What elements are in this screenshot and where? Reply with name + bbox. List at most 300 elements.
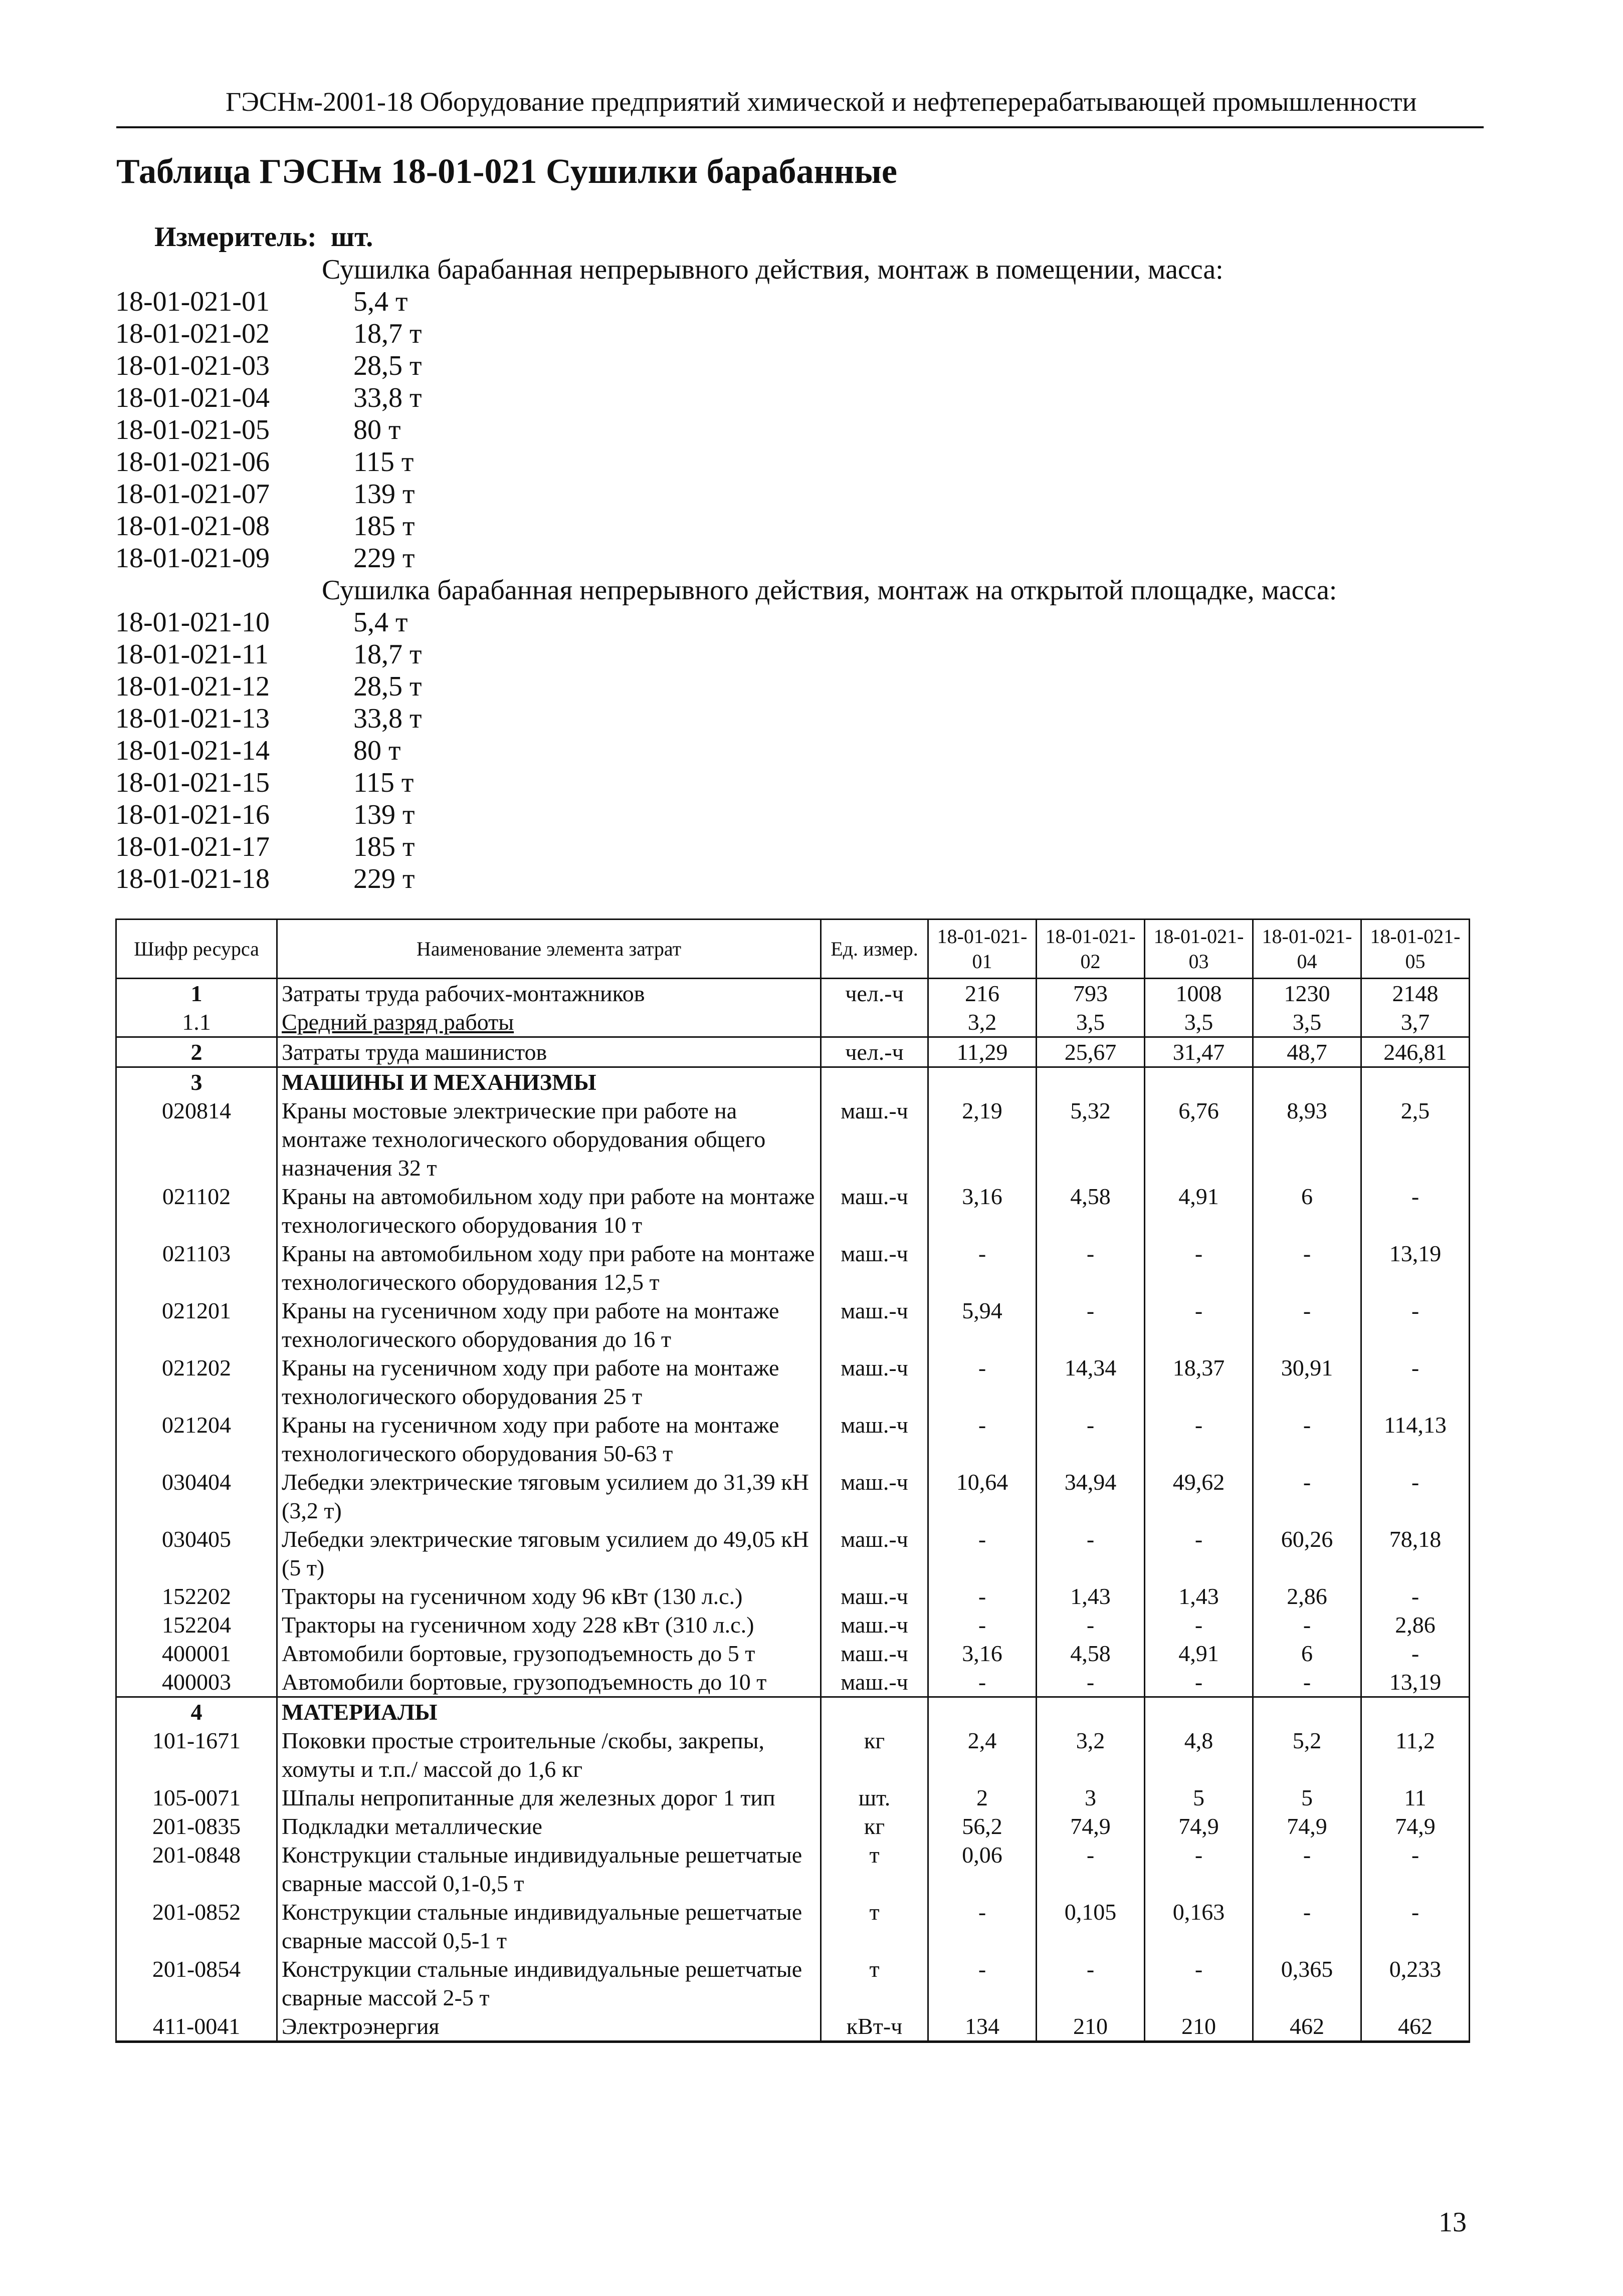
value-cell: 11,2 [1361,1726,1470,1783]
resource-code: 201-0835 [116,1812,277,1841]
resource-name-cell [277,1008,821,1037]
value-cell: 210 [1037,2012,1145,2042]
value-cell: - [1145,1611,1253,1639]
resource-name: Поковки простые строительные /скобы, закрепы, хомуты и т.п./ массой до 1,6 кг [282,1728,765,1782]
resource-unit: маш.-ч [821,1468,928,1525]
value-cell: - [1145,1296,1253,1353]
table-row [116,1096,1470,1182]
value-cell: 462 [1361,2012,1470,2042]
value-cell: 1230 [1253,979,1361,1008]
value-cell: 2 [928,1783,1037,1812]
value-cell: 0,105 [1037,1898,1145,1955]
value-cell: - [1361,1182,1470,1239]
resource-name-cell [277,1726,821,1783]
resource-code: 105-0071 [116,1783,277,1812]
resource-name: Краны на автомобильном ходу при работе на монтаже технологического оборудования 10 т [282,1184,815,1238]
resource-name: Автомобили бортовые, грузоподъемность до 10 т [282,1669,767,1695]
header-col-1: 18-01-021-01 [928,920,1037,979]
resource-unit: т [821,1898,928,1955]
resource-unit: шт. [821,1783,928,1812]
variant-code: 18-01-021-16 [115,799,270,830]
resource-unit: маш.-ч [821,1353,928,1411]
table-title: Таблица ГЭСНм 18-01-021 Сушилки барабанные [116,152,897,191]
variant-row [115,510,1489,542]
variant-list [115,254,1489,895]
value-cell: 3,2 [928,1008,1037,1037]
resource-name-cell [277,1639,821,1668]
variant-code: 18-01-021-15 [115,767,270,798]
resource-name-cell [277,1611,821,1639]
variant-mass: 5,4 т [353,607,408,638]
value-cell: - [928,1239,1037,1296]
value-cell: 74,9 [1145,1812,1253,1841]
resource-code: 030404 [116,1468,277,1525]
table-row [116,1468,1470,1525]
value-cell: - [1037,1668,1145,1697]
resource-code: 201-0854 [116,1955,277,2012]
value-cell: 2,86 [1361,1611,1470,1639]
resource-name-cell [277,1525,821,1582]
resource-name-cell [277,1955,821,2012]
value-cell: 0,163 [1145,1898,1253,1955]
resource-name: МАШИНЫ И МЕХАНИЗМЫ [282,1069,596,1095]
value-cell: - [1361,1898,1470,1955]
resource-code: 3 [116,1067,277,1097]
value-cell [1361,1067,1470,1097]
table-row [116,1037,1470,1067]
value-cell: - [1145,1668,1253,1697]
resource-name: Автомобили бортовые, грузоподъемность до 5 т [282,1641,755,1666]
value-cell: - [928,1668,1037,1697]
resource-unit: маш.-ч [821,1182,928,1239]
value-cell: 13,19 [1361,1239,1470,1296]
resource-unit [821,1008,928,1037]
table-header-row [116,920,1470,979]
resource-unit: чел.-ч [821,1037,928,1067]
resource-unit: маш.-ч [821,1411,928,1468]
resource-code: 021201 [116,1296,277,1353]
value-cell: 1,43 [1145,1582,1253,1611]
variant-code: 18-01-021-03 [115,350,270,381]
resource-unit: маш.-ч [821,1296,928,1353]
resource-name: Шпалы непропитанные для железных дорог 1 тип [282,1785,775,1810]
value-cell: - [1037,1841,1145,1898]
resource-name: Подкладки металлические [282,1813,542,1839]
variant-row [115,446,1489,478]
table-row [116,1783,1470,1812]
variant-code: 18-01-021-05 [115,414,270,445]
value-cell: 56,2 [928,1812,1037,1841]
variant-row [115,767,1489,799]
value-cell: 31,47 [1145,1037,1253,1067]
variant-row [115,799,1489,831]
value-cell: 3,7 [1361,1008,1470,1037]
variant-mass: 185 т [353,511,415,542]
resource-unit: чел.-ч [821,979,928,1008]
value-cell: - [1253,1898,1361,1955]
value-cell: 2,5 [1361,1096,1470,1182]
table-row [116,1611,1470,1639]
variant-code: 18-01-021-04 [115,382,270,413]
value-cell: - [1037,1955,1145,2012]
variant-code: 18-01-021-12 [115,671,270,702]
table-row [116,1067,1470,1097]
table-row [116,1841,1470,1898]
resource-code: 1.1 [116,1008,277,1037]
variant-code: 18-01-021-18 [115,863,270,894]
value-cell: 10,64 [928,1468,1037,1525]
value-cell: - [1037,1611,1145,1639]
table-row [116,1411,1470,1468]
resource-name-cell [277,1067,821,1097]
value-cell [928,1067,1037,1097]
table-row [116,2012,1470,2042]
resource-code: 021102 [116,1182,277,1239]
value-cell: 114,13 [1361,1411,1470,1468]
value-cell: 0,365 [1253,1955,1361,2012]
value-cell: 5 [1253,1783,1361,1812]
variant-row [115,735,1489,767]
value-cell: 13,19 [1361,1668,1470,1697]
resource-name: Краны на автомобильном ходу при работе на монтаже технологического оборудования 12,5 т [282,1241,815,1295]
resource-name-cell [277,1812,821,1841]
value-cell: 0,06 [928,1841,1037,1898]
header-code: Шифр ресурса [116,920,277,979]
value-cell: 4,8 [1145,1726,1253,1783]
value-cell [1361,1697,1470,1727]
value-cell: 462 [1253,2012,1361,2042]
table-row [116,1582,1470,1611]
value-cell: - [1037,1296,1145,1353]
resource-unit: кг [821,1726,928,1783]
table-row [116,1239,1470,1296]
resource-name-cell [277,1841,821,1898]
value-cell: 5,94 [928,1296,1037,1353]
resource-name-cell [277,979,821,1008]
header-col-4: 18-01-021-04 [1253,920,1361,979]
value-cell: 4,58 [1037,1182,1145,1239]
running-header: ГЭСНм-2001-18 Оборудование предприятий химической и нефтеперерабатывающей промышленности [226,87,1417,117]
value-cell: - [1253,1468,1361,1525]
resource-unit: маш.-ч [821,1239,928,1296]
resource-code: 4 [116,1697,277,1727]
value-cell [1253,1697,1361,1727]
value-cell: 0,233 [1361,1955,1470,2012]
header-unit: Ед. измер. [821,920,928,979]
table-row [116,979,1470,1008]
value-cell: - [1145,1841,1253,1898]
resource-name: Краны на гусеничном ходу при работе на монтаже технологического оборудования до 16 т [282,1298,779,1352]
resource-code: 201-0848 [116,1841,277,1898]
value-cell: - [928,1582,1037,1611]
resource-code: 030405 [116,1525,277,1582]
value-cell: 4,58 [1037,1639,1145,1668]
value-cell: 3,5 [1145,1008,1253,1037]
variant-code: 18-01-021-10 [115,607,270,638]
value-cell: - [1361,1841,1470,1898]
resource-code: 101-1671 [116,1726,277,1783]
variant-row [115,414,1489,446]
value-cell [1145,1697,1253,1727]
header-col-3: 18-01-021-03 [1145,920,1253,979]
table-row [116,1639,1470,1668]
resource-name-cell [277,1239,821,1296]
resource-name-cell [277,1096,821,1182]
variant-code: 18-01-021-17 [115,831,270,862]
resource-name: Электроэнергия [282,2013,440,2039]
value-cell: 3,5 [1253,1008,1361,1037]
value-cell: 3,5 [1037,1008,1145,1037]
variant-row [115,831,1489,863]
resource-name: Лебедки электрические тяговым усилием до 31,39 кН (3,2 т) [282,1469,809,1523]
unit-value: шт. [330,221,373,253]
value-cell: 5,32 [1037,1096,1145,1182]
value-cell: 60,26 [1253,1525,1361,1582]
value-cell: - [1253,1611,1361,1639]
value-cell: 4,91 [1145,1639,1253,1668]
resource-name-cell [277,1668,821,1697]
value-cell [1145,1067,1253,1097]
value-cell: 216 [928,979,1037,1008]
variant-mass: 28,5 т [353,350,422,381]
value-cell: - [1361,1296,1470,1353]
value-cell: 6 [1253,1182,1361,1239]
variant-row [115,286,1489,318]
resource-name-cell [277,1697,821,1727]
variant-mass: 80 т [353,735,401,766]
resource-unit: маш.-ч [821,1582,928,1611]
variant-mass: 139 т [353,799,415,830]
value-cell: 11,29 [928,1037,1037,1067]
variant-mass: 185 т [353,831,415,862]
variant-row [115,703,1489,735]
value-cell: 25,67 [1037,1037,1145,1067]
resource-unit [821,1067,928,1097]
variant-row [115,863,1489,895]
value-cell: 5 [1145,1783,1253,1812]
value-cell: - [1361,1639,1470,1668]
table-row [116,1525,1470,1582]
resource-code: 021103 [116,1239,277,1296]
variant-group-title: Сушилка барабанная непрерывного действия, монтаж в помещении, масса: [322,254,1224,285]
resource-unit: маш.-ч [821,1096,928,1182]
resource-name: Тракторы на гусеничном ходу 228 кВт (310 л.с.) [282,1612,754,1638]
variant-row [115,638,1489,670]
value-cell: 2,4 [928,1726,1037,1783]
value-cell: 3 [1037,1783,1145,1812]
header-rule [116,126,1484,128]
resource-unit: маш.-ч [821,1668,928,1697]
variant-mass: 5,4 т [353,286,408,317]
resource-unit: маш.-ч [821,1611,928,1639]
value-cell: 78,18 [1361,1525,1470,1582]
unit-label: Измеритель: [154,221,317,253]
value-cell: - [1361,1353,1470,1411]
value-cell: 5,2 [1253,1726,1361,1783]
value-cell [928,1697,1037,1727]
header-name: Наименование элемента затрат [277,920,821,979]
value-cell: - [928,1525,1037,1582]
value-cell: - [1253,1668,1361,1697]
variant-code: 18-01-021-06 [115,446,270,478]
value-cell: 8,93 [1253,1096,1361,1182]
resource-name-cell [277,1037,821,1067]
variant-mass: 33,8 т [353,703,422,734]
variant-code: 18-01-021-07 [115,479,270,510]
value-cell: 3,16 [928,1639,1037,1668]
value-cell: 246,81 [1361,1037,1470,1067]
variant-code: 18-01-021-09 [115,543,270,574]
value-cell: 1,43 [1037,1582,1145,1611]
table-row [116,1955,1470,2012]
resource-name: Краны на гусеничном ходу при работе на монтаже технологического оборудования 25 т [282,1355,779,1409]
variant-group-title: Сушилка барабанная непрерывного действия, монтаж на открытой площадке, масса: [322,575,1337,606]
value-cell [1253,1067,1361,1097]
value-cell: - [1145,1411,1253,1468]
resource-code: 201-0852 [116,1898,277,1955]
variant-row [115,542,1489,574]
variant-mass: 18,7 т [353,318,422,349]
resource-name-cell [277,1296,821,1353]
value-cell: - [1361,1582,1470,1611]
resource-code: 400001 [116,1639,277,1668]
value-cell: 134 [928,2012,1037,2042]
resource-code: 152202 [116,1582,277,1611]
resource-code: 400003 [116,1668,277,1697]
value-cell: 18,37 [1145,1353,1253,1411]
value-cell: 3,2 [1037,1726,1145,1783]
resource-name: Тракторы на гусеничном ходу 96 кВт (130 л.с.) [282,1583,743,1609]
table-row [116,1726,1470,1783]
resource-unit: маш.-ч [821,1639,928,1668]
resource-name-cell [277,1182,821,1239]
value-cell: - [1037,1411,1145,1468]
variant-row [115,382,1489,414]
resource-name-cell [277,1783,821,1812]
variant-row [115,350,1489,382]
resource-code: 021204 [116,1411,277,1468]
variant-mass: 229 т [353,543,415,574]
variant-code: 18-01-021-13 [115,703,270,734]
resource-code: 020814 [116,1096,277,1182]
value-cell: - [1253,1841,1361,1898]
resource-unit [821,1697,928,1727]
value-cell: - [1253,1296,1361,1353]
value-cell: 74,9 [1037,1812,1145,1841]
variant-row [115,478,1489,510]
value-cell: - [1253,1239,1361,1296]
page-number: 13 [1439,2207,1467,2238]
resource-table [115,919,1470,2043]
value-cell: 14,34 [1037,1353,1145,1411]
value-cell: 74,9 [1253,1812,1361,1841]
resource-code: 1 [116,979,277,1008]
resource-name-cell [277,2012,821,2042]
variant-mass: 80 т [353,414,401,445]
table-row [116,1353,1470,1411]
resource-name: Лебедки электрические тяговым усилием до 49,05 кН (5 т) [282,1526,809,1580]
resource-code: 2 [116,1037,277,1067]
header-col-2: 18-01-021-02 [1037,920,1145,979]
resource-name-cell [277,1353,821,1411]
variant-code: 18-01-021-14 [115,735,270,766]
value-cell: 4,91 [1145,1182,1253,1239]
value-cell: - [928,1411,1037,1468]
resource-code: 021202 [116,1353,277,1411]
value-cell: 34,94 [1037,1468,1145,1525]
value-cell: 11 [1361,1783,1470,1812]
value-cell [1037,1067,1145,1097]
variant-row [115,670,1489,703]
resource-unit: кВт-ч [821,2012,928,2042]
table-row [116,1182,1470,1239]
value-cell: 2,19 [928,1096,1037,1182]
variant-code: 18-01-021-11 [115,639,269,670]
variant-mass: 28,5 т [353,671,422,702]
variant-code: 18-01-021-08 [115,511,270,542]
value-cell: - [928,1611,1037,1639]
value-cell: - [1145,1525,1253,1582]
resource-unit: маш.-ч [821,1525,928,1582]
value-cell: 6 [1253,1639,1361,1668]
resource-code: 411-0041 [116,2012,277,2042]
header-col-5: 18-01-021-05 [1361,920,1470,979]
resource-unit: кг [821,1812,928,1841]
table-row [116,1668,1470,1697]
value-cell: - [1361,1468,1470,1525]
table-row [116,1296,1470,1353]
resource-name: Краны на гусеничном ходу при работе на монтаже технологического оборудования 50-63 т [282,1412,779,1466]
value-cell: - [1145,1955,1253,2012]
resource-unit: т [821,1841,928,1898]
value-cell: 49,62 [1145,1468,1253,1525]
value-cell: - [1145,1239,1253,1296]
variant-code: 18-01-021-02 [115,318,270,349]
variant-mass: 115 т [353,767,414,798]
value-cell: 48,7 [1253,1037,1361,1067]
resource-name: Краны мостовые электрические при работе на монтаже технологического оборудования общего назначения 32 т [282,1098,766,1181]
resource-code: 152204 [116,1611,277,1639]
variant-row [115,606,1489,638]
resource-name: Затраты труда рабочих-монтажников [282,981,645,1006]
table-row [116,1697,1470,1727]
resource-unit: т [821,1955,928,2012]
resource-name-cell [277,1898,821,1955]
value-cell: - [928,1955,1037,2012]
value-cell: - [1037,1525,1145,1582]
variant-mass: 139 т [353,479,415,510]
value-cell: 1008 [1145,979,1253,1008]
table-row [116,1898,1470,1955]
value-cell: - [1253,1411,1361,1468]
variant-row [115,318,1489,350]
value-cell: - [928,1898,1037,1955]
value-cell: 30,91 [1253,1353,1361,1411]
unit-line [154,219,373,255]
value-cell: 793 [1037,979,1145,1008]
variant-mass: 115 т [353,446,414,478]
value-cell: 2148 [1361,979,1470,1008]
resource-name: Конструкции стальные индивидуальные решетчатые сварные массой 2-5 т [282,1956,802,2010]
value-cell: 3,16 [928,1182,1037,1239]
resource-name-cell [277,1468,821,1525]
value-cell: - [1037,1239,1145,1296]
value-cell: 2,86 [1253,1582,1361,1611]
resource-name-cell [277,1582,821,1611]
table-row [116,1812,1470,1841]
value-cell [1037,1697,1145,1727]
value-cell: 210 [1145,2012,1253,2042]
